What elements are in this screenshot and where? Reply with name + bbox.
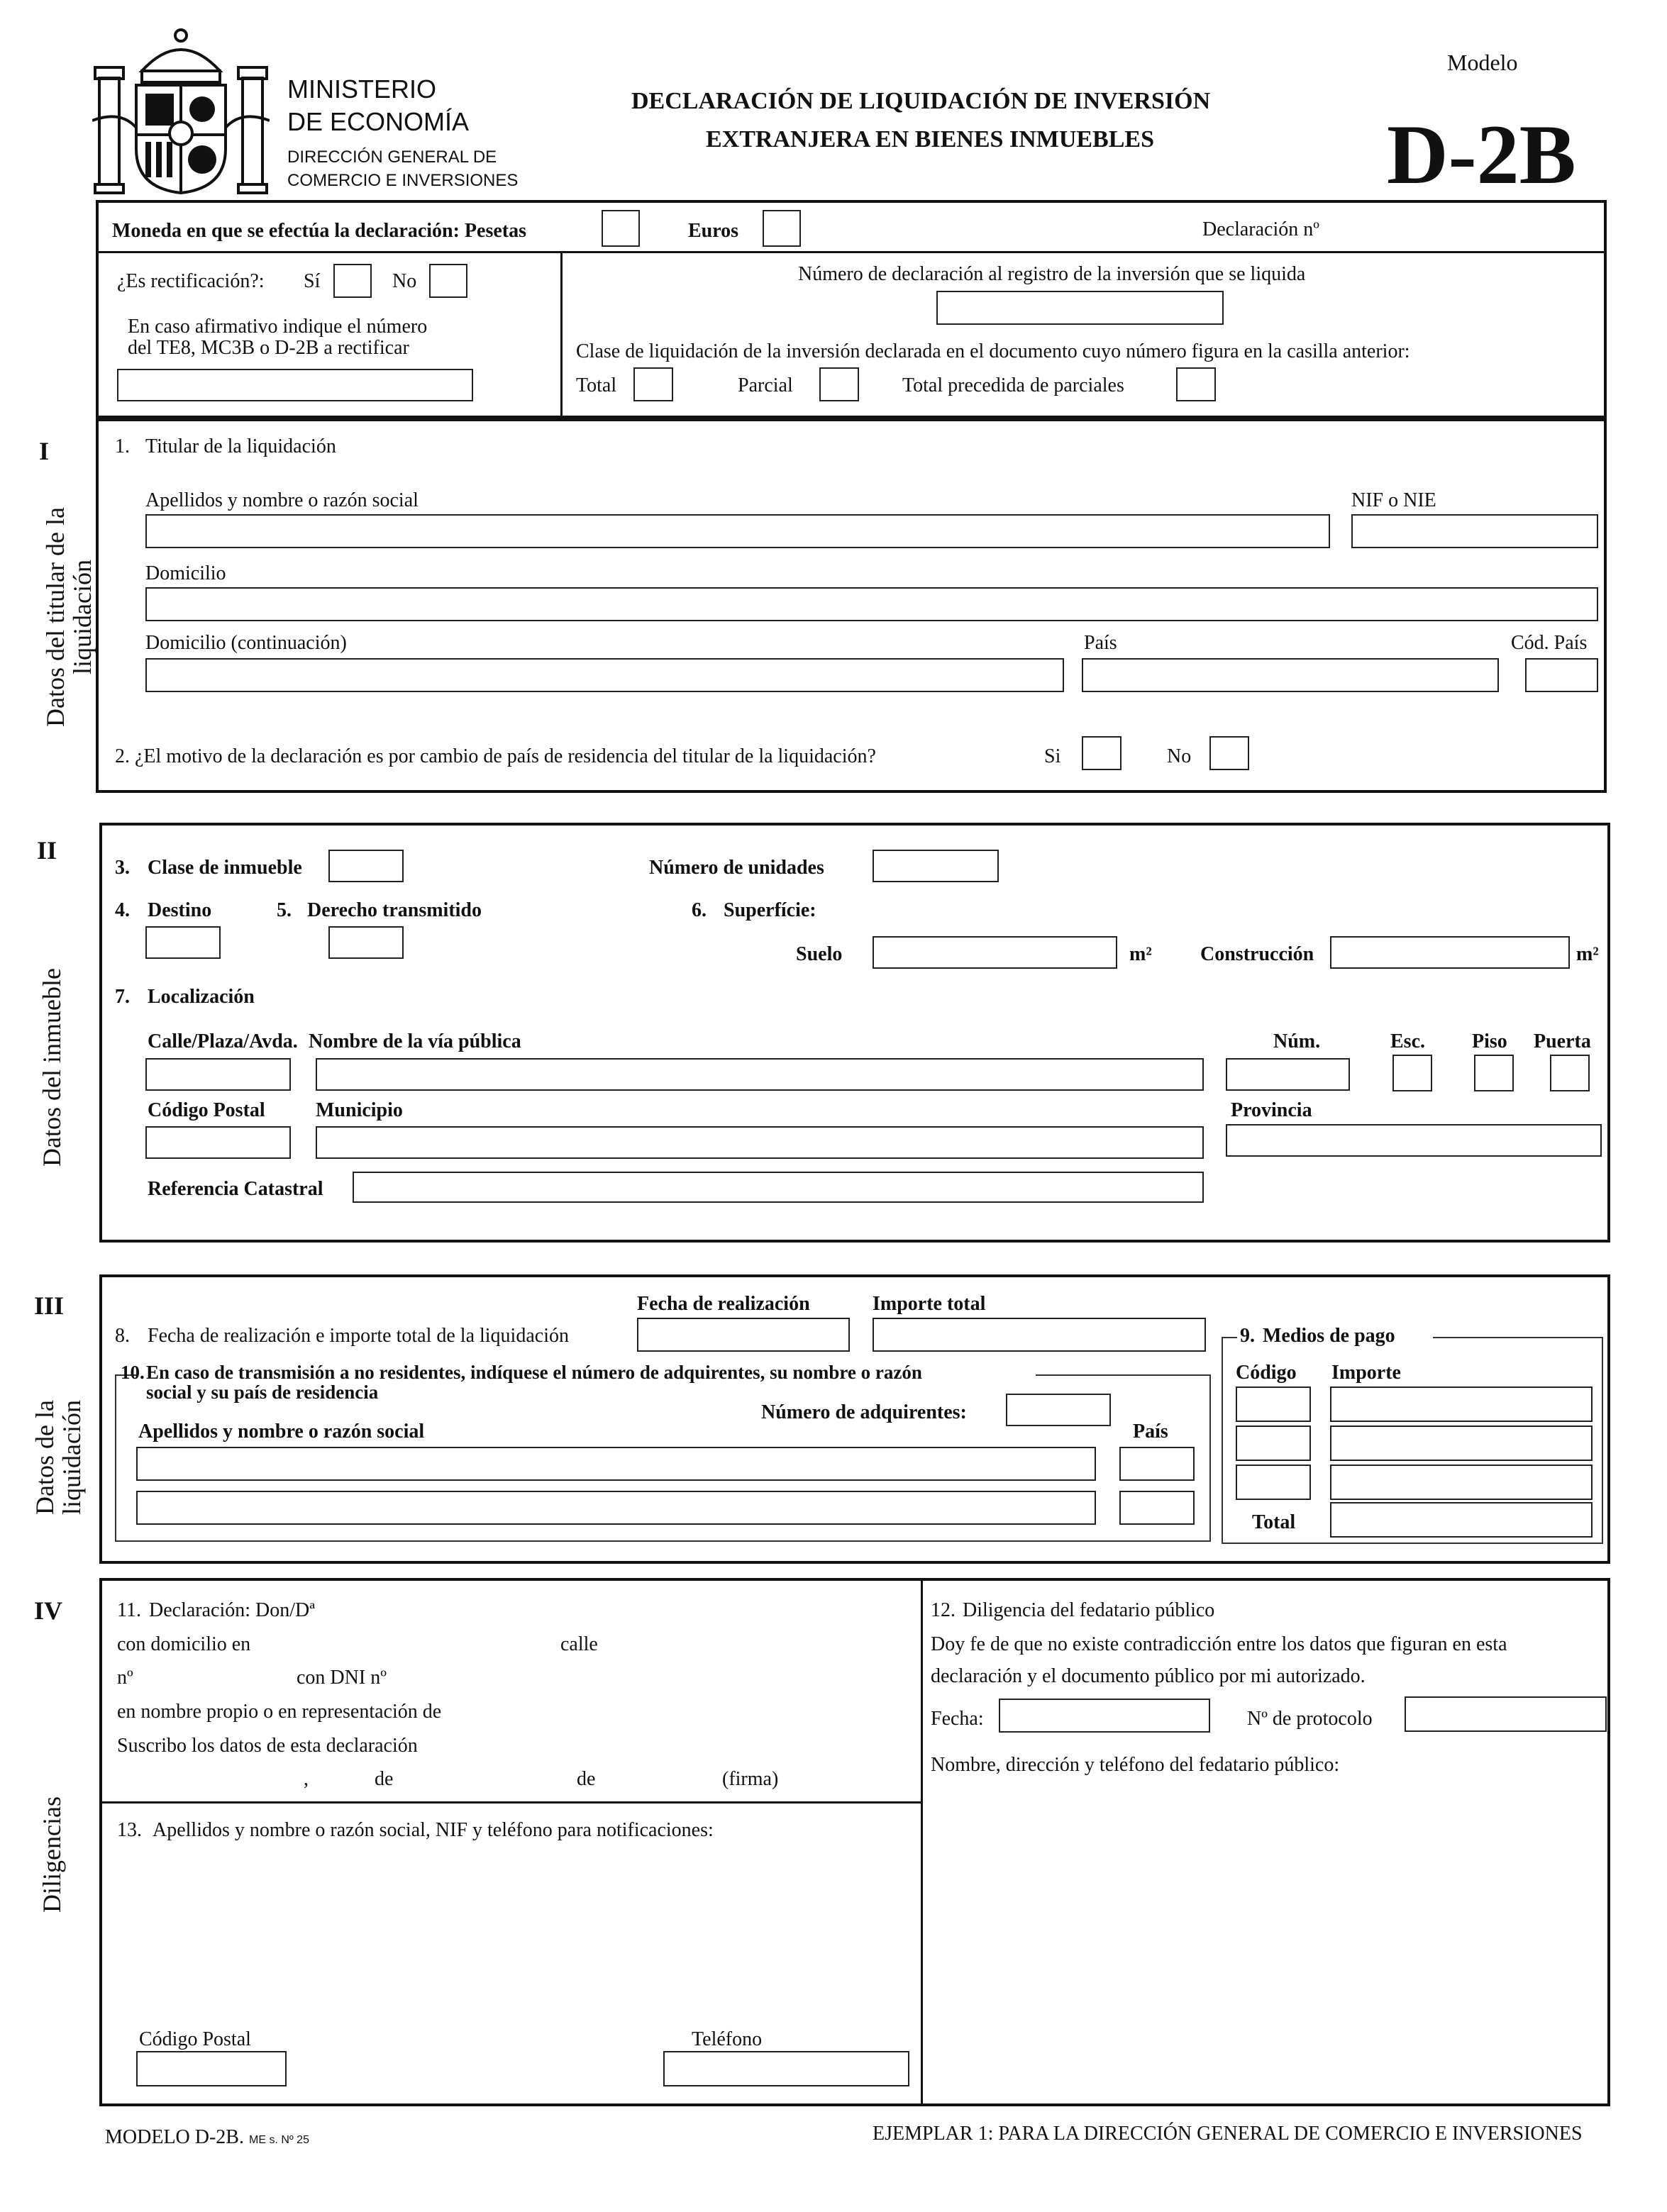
suelo-field[interactable]	[873, 936, 1117, 969]
importe-total-label: Importe total	[873, 1293, 986, 1315]
domicilio-cont-field[interactable]	[145, 658, 1064, 692]
section-3-side-line2: liquidación	[57, 1400, 86, 1515]
notif-telefono-label: Teléfono	[692, 2028, 763, 2050]
num-unidades-field[interactable]	[873, 850, 999, 882]
suscribo-label: Suscribo los datos de esta declaración	[117, 1735, 418, 1757]
item9-num: 9.	[1240, 1325, 1255, 1347]
construccion-m2: m²	[1576, 943, 1599, 965]
euros-label: Euros	[688, 220, 739, 242]
item13-num: 13.	[117, 1819, 142, 1841]
item3-num: 3.	[115, 857, 130, 879]
pago-2-codigo-field[interactable]	[1236, 1425, 1311, 1461]
piso-label: Piso	[1472, 1030, 1507, 1052]
calle-label: Calle/Plaza/Avda.	[148, 1030, 298, 1052]
item11-num: 11.	[117, 1599, 141, 1621]
item4-label: Destino	[148, 899, 212, 921]
directorate-line2: COMERCIO E INVERSIONES	[287, 171, 519, 190]
item2-si-label: Si	[1044, 745, 1061, 767]
derecho-field[interactable]	[328, 926, 404, 959]
domicilio-field[interactable]	[145, 587, 1598, 621]
section-1-side-title	[43, 482, 99, 752]
pago-1-codigo-field[interactable]	[1236, 1386, 1311, 1422]
date-de1: de	[375, 1768, 394, 1790]
rectificar-number-field[interactable]	[117, 369, 473, 401]
n-label: nº	[117, 1667, 133, 1689]
domicilio-cont-label: Domicilio (continuación)	[145, 632, 347, 654]
coat-of-arms-icon	[92, 28, 270, 199]
rectificacion-si-label: Sí	[304, 270, 321, 292]
importe-label: Importe	[1331, 1362, 1401, 1384]
item5-label: Derecho transmitido	[307, 899, 482, 921]
notif-telefono-field[interactable]	[663, 2051, 909, 2086]
provincia-field[interactable]	[1226, 1124, 1602, 1157]
puerta-label: Puerta	[1534, 1030, 1591, 1052]
clase-liquidacion-label: Clase de liquidación de la inversión declarada en el documento cuyo número figura en la casilla anterior:	[576, 340, 1410, 362]
cp-field[interactable]	[145, 1126, 291, 1159]
item8-label: Fecha de realización e importe total de la liquidación	[148, 1325, 569, 1347]
footer-right: EJEMPLAR 1: PARA LA DIRECCIÓN GENERAL DE COMERCIO E INVERSIONES	[873, 2123, 1583, 2145]
num-adquirentes-field[interactable]	[1006, 1394, 1111, 1426]
pais-field[interactable]	[1082, 658, 1499, 692]
parcial-label: Parcial	[738, 374, 793, 396]
pago-2-importe-field[interactable]	[1330, 1425, 1593, 1461]
footer-model-small: ME s. Nº 25	[249, 2134, 309, 2146]
pais-label: País	[1084, 632, 1117, 654]
ref-catastral-label: Referencia Catastral	[148, 1178, 323, 1200]
notif-cp-field[interactable]	[136, 2051, 287, 2086]
num-registro-label: Número de declaración al registro de la inversión que se liquida	[798, 263, 1306, 285]
provincia-label: Provincia	[1231, 1099, 1312, 1121]
con-dni-label: con DNI nº	[297, 1667, 387, 1689]
adq-apellidos-label: Apellidos y nombre o razón social	[138, 1421, 425, 1443]
item2-no-checkbox[interactable]	[1209, 736, 1249, 770]
top-divider	[96, 251, 1607, 253]
calle-field[interactable]	[145, 1058, 291, 1091]
item12-num: 12.	[931, 1599, 956, 1621]
item7-num: 7.	[115, 986, 130, 1008]
fecha-label: Fecha:	[931, 1708, 984, 1730]
num-registro-field[interactable]	[936, 291, 1224, 325]
nombre-via-label: Nombre de la vía pública	[309, 1030, 521, 1052]
section-4-vdivider	[921, 1578, 923, 2106]
domicilio-label: Domicilio	[145, 562, 226, 584]
item1-label: Titular de la liquidación	[145, 435, 336, 457]
pago-total-field[interactable]	[1330, 1502, 1593, 1538]
construccion-field[interactable]	[1330, 936, 1570, 969]
adquirente-2-pais-field[interactable]	[1119, 1491, 1195, 1525]
nombre-fedatario-label: Nombre, dirección y teléfono del fedatario público:	[931, 1754, 1340, 1776]
cod-pais-label: Cód. País	[1511, 632, 1588, 654]
item10-box-top-right	[1036, 1374, 1211, 1376]
section-2-side-title: Datos del inmueble	[38, 968, 66, 1167]
destino-field[interactable]	[145, 926, 221, 959]
fecha-real-label: Fecha de realización	[637, 1293, 810, 1315]
item1-num: 1.	[115, 435, 130, 457]
codigo-label: Código	[1236, 1362, 1297, 1384]
fecha-real-field[interactable]	[637, 1318, 850, 1352]
ref-catastral-field[interactable]	[353, 1172, 1204, 1203]
section-1-roman: I	[39, 437, 50, 465]
item8-num: 8.	[115, 1325, 130, 1347]
item5-num: 5.	[277, 899, 292, 921]
adquirente-1-name-field[interactable]	[136, 1447, 1096, 1481]
section-1-side-line2: liquidación	[67, 560, 96, 674]
section-4-roman: IV	[34, 1596, 63, 1625]
directorate-line1: DIRECCIÓN GENERAL DE	[287, 148, 497, 167]
footer-left	[105, 2128, 309, 2147]
num-label: Núm.	[1273, 1030, 1321, 1052]
pesetas-checkbox[interactable]	[602, 210, 640, 247]
rectificacion-question: ¿Es rectificación?:	[117, 270, 265, 292]
num-adquirentes-label: Número de adquirentes:	[761, 1401, 967, 1423]
pago-1-importe-field[interactable]	[1330, 1386, 1593, 1422]
item6-label: Superfície:	[724, 899, 816, 921]
rectificacion-si-checkbox[interactable]	[333, 264, 372, 298]
pago-3-importe-field[interactable]	[1330, 1465, 1593, 1500]
item2-label: ¿El motivo de la declaración es por cambio de país de residencia del titular de la liquidación?	[135, 745, 876, 767]
item3-label: Clase de inmueble	[148, 857, 302, 879]
section-3-side-line1: Datos de la	[31, 1400, 59, 1515]
rectificacion-no-label: No	[392, 270, 417, 292]
section-3-roman: III	[34, 1291, 65, 1320]
item2-si-checkbox[interactable]	[1082, 736, 1122, 770]
cod-pais-field[interactable]	[1525, 658, 1598, 692]
pago-3-codigo-field[interactable]	[1236, 1465, 1311, 1500]
modelo-code: D-2B	[1387, 107, 1576, 201]
adq-pais-label: País	[1133, 1421, 1168, 1443]
ministry-line1: MINISTERIO	[287, 74, 437, 104]
item2-num: 2.	[115, 745, 130, 767]
afirmativo-line1: En caso afirmativo indique el número	[128, 316, 428, 338]
declaracion-no-label: Declaración nº	[1202, 218, 1319, 240]
item4-num: 4.	[115, 899, 130, 921]
item10-line2: social y su país de residencia	[146, 1382, 379, 1403]
nombre-propio-label: en nombre propio o en representación de	[117, 1701, 442, 1723]
num-field[interactable]	[1226, 1058, 1350, 1091]
protocolo-field[interactable]	[1405, 1696, 1607, 1732]
item6-num: 6.	[692, 899, 707, 921]
municipio-field[interactable]	[316, 1126, 1204, 1159]
apellidos-label: Apellidos y nombre o razón social	[145, 489, 419, 511]
con-domicilio-label: con domicilio en	[117, 1633, 251, 1655]
item2-no-label: No	[1167, 745, 1192, 767]
date-de2: de	[577, 1768, 596, 1790]
afirmativo-line2: del TE8, MC3B o D-2B a rectificar	[128, 337, 409, 359]
esc-label: Esc.	[1390, 1030, 1425, 1052]
total-precedida-checkbox[interactable]	[1176, 367, 1216, 401]
item9-box-top-left	[1222, 1337, 1237, 1338]
notif-cp-label: Código Postal	[139, 2028, 251, 2050]
top-vdivider	[560, 251, 563, 418]
fecha-field[interactable]	[999, 1699, 1210, 1733]
section-4	[99, 1578, 1610, 2106]
construccion-label: Construcción	[1200, 943, 1314, 965]
euros-checkbox[interactable]	[763, 210, 801, 247]
item13-label: Apellidos y nombre o razón social, NIF y teléfono para notificaciones:	[153, 1819, 714, 1841]
suelo-m2: m²	[1129, 943, 1152, 965]
nombre-via-field[interactable]	[316, 1058, 1204, 1091]
footer-model: MODELO D-2B.	[105, 2126, 244, 2148]
form-title-line2: EXTRANJERA EN BIENES INMUEBLES	[706, 126, 1154, 152]
apellidos-field[interactable]	[145, 514, 1330, 548]
section-4-hdivider	[99, 1801, 921, 1803]
modelo-label: Modelo	[1447, 50, 1518, 75]
item9-box-top-right	[1433, 1337, 1603, 1338]
firma-label: (firma)	[722, 1768, 779, 1790]
adquirente-1-pais-field[interactable]	[1119, 1447, 1195, 1481]
puerta-field[interactable]	[1550, 1055, 1590, 1091]
section-4-side-title: Diligencias	[38, 1796, 66, 1913]
esc-field[interactable]	[1392, 1055, 1432, 1091]
section-3-side-title	[32, 1358, 89, 1557]
ministry-line2: DE ECONOMÍA	[287, 107, 470, 136]
item11-label: Declaración: Don/Dª	[149, 1599, 315, 1621]
nif-label: NIF o NIE	[1351, 489, 1436, 511]
cp-label: Código Postal	[148, 1099, 265, 1121]
num-unidades-label: Número de unidades	[649, 857, 824, 879]
total-checkbox[interactable]	[633, 367, 673, 401]
item10-num: 10.	[121, 1362, 145, 1383]
protocolo-label: Nº de protocolo	[1247, 1708, 1373, 1730]
form-title-line1: DECLARACIÓN DE LIQUIDACIÓN DE INVERSIÓN	[631, 88, 1211, 114]
suelo-label: Suelo	[796, 943, 843, 965]
currency-label: Moneda en que se efectúa la declaración: Pesetas	[112, 220, 526, 242]
section-2-roman: II	[37, 836, 57, 865]
municipio-label: Municipio	[316, 1099, 403, 1121]
item12-label: Diligencia del fedatario público	[963, 1599, 1215, 1621]
piso-field[interactable]	[1474, 1055, 1514, 1091]
section-1-side-line1: Datos del titular de la	[41, 507, 70, 727]
item10-line1: En caso de transmisión a no residentes, indíquese el número de adquirentes, su nombre o razón	[146, 1362, 922, 1383]
total-precedida-label: Total precedida de parciales	[902, 374, 1124, 396]
calle-label-decl: calle	[560, 1633, 598, 1655]
pago-total-label: Total	[1252, 1511, 1296, 1533]
doy-fe-line1: Doy fe de que no existe contradicción entre los datos que figuran en esta	[931, 1633, 1507, 1655]
nif-field[interactable]	[1351, 514, 1598, 548]
date-comma: ,	[304, 1768, 309, 1790]
doy-fe-line2: declaración y el documento público por mi autorizado.	[931, 1665, 1366, 1687]
clase-inmueble-field[interactable]	[328, 850, 404, 882]
item9-label: Medios de pago	[1263, 1325, 1395, 1347]
rectificacion-no-checkbox[interactable]	[429, 264, 467, 298]
item7-label: Localización	[148, 986, 255, 1008]
parcial-checkbox[interactable]	[819, 367, 859, 401]
total-label: Total	[576, 374, 617, 396]
importe-total-field[interactable]	[873, 1318, 1206, 1352]
adquirente-2-name-field[interactable]	[136, 1491, 1096, 1525]
